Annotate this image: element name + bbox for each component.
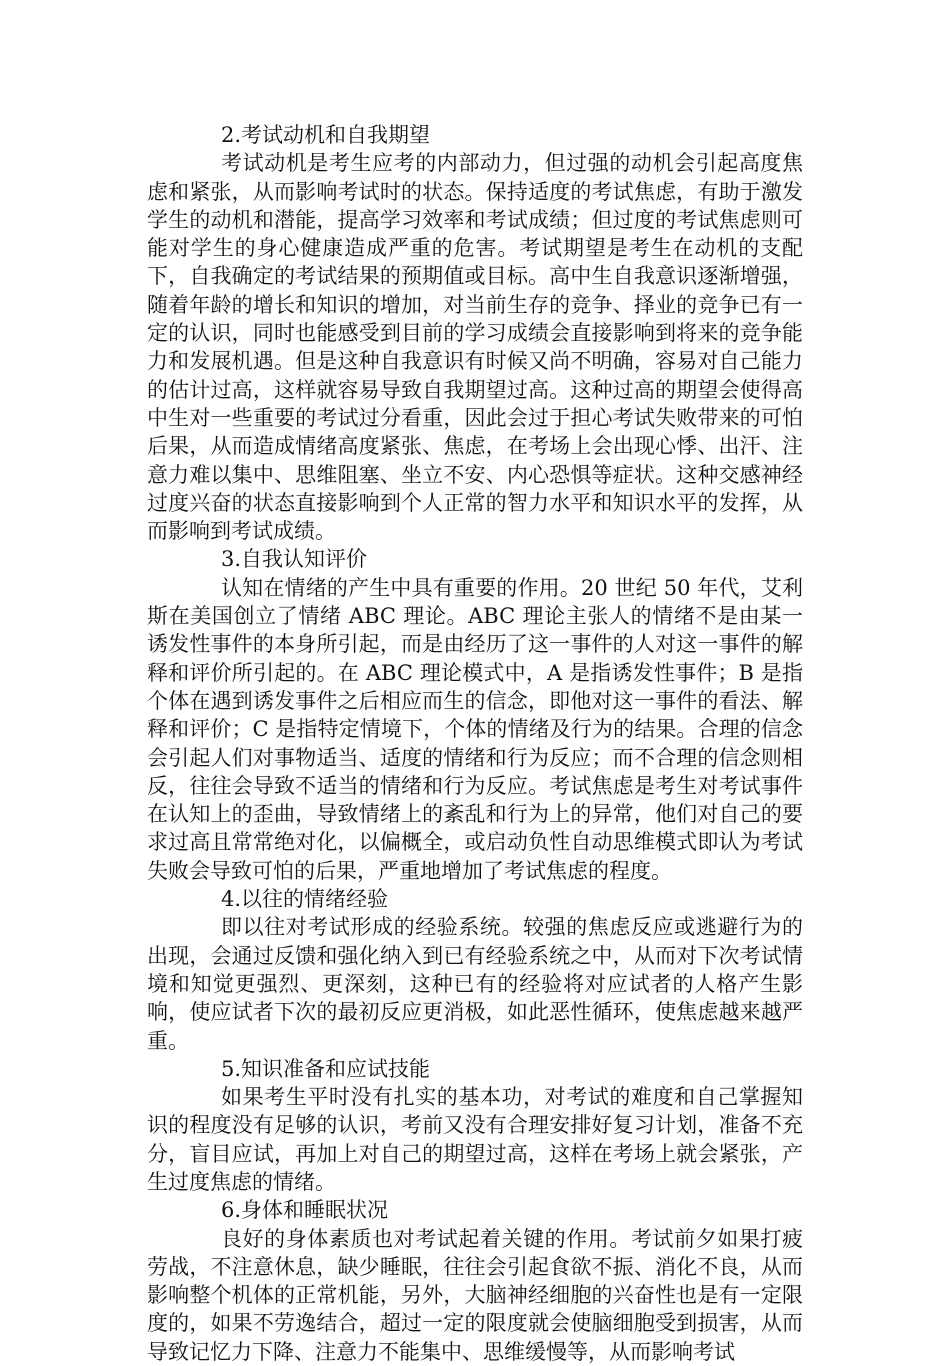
section-paragraph: 如果考生平时没有扎实的基本功，对考试的难度和自己掌握知识的程度没有足够的认识，考前又没有合理安排好复习计划，准备不充分，盲目应试，再加上对自己的期望过高，这样在考场上就会紧张，产生过度焦虑的情绪。	[147, 1085, 803, 1194]
section-self-cognition	[147, 545, 803, 885]
section-heading: 2.考试动机和自我期望	[221, 123, 431, 147]
section-past-experience	[147, 885, 803, 1055]
section-heading: 5.知识准备和应试技能	[221, 1056, 431, 1081]
document-body	[147, 121, 803, 1366]
section-heading: 6.身体和睡眠状况	[221, 1198, 389, 1223]
section-paragraph: 即以往对考试形成的经验系统。较强的焦虑反应或逃避行为的出现，会通过反馈和强化纳入到已有经验系统之中，从而对下次考试情境和知觉更强烈、更深刻，这种已有的经验将对应试者的人格产生影响，使应试者下次的最初反应更消极，如此恶性循环，使焦虑越来越严重。	[147, 915, 803, 1053]
section-heading: 4.以往的情绪经验	[221, 887, 389, 912]
section-paragraph: 认知在情绪的产生中具有重要的作用。20 世纪 50 年代，艾利斯在美国创立了情绪 ABC 理论。ABC 理论主张人的情绪不是由某一诱发性事件的本身所引起，而是由经历了这一事件的人对这一事件的解释和评价所引起的。在 ABC 理论模式中，A 是指诱发性事件；B 是指个体在遇到诱发事件之后相应而生的信念，即他对这一事件的看法、解释和评价；C 是指特定情境下，个体的情绪及行为的结果。合理的信念会引起人们对事物适当、适度的情绪和行为反应；而不合理的信念则相反，往往会导致不适当的情绪和行为反应。考试焦虑是考生对考试事件在认知上的歪曲，导致情绪上的紊乱和行为上的异常，他们对自己的要求过高且常常绝对化，以偏概全，或启动负性自动思维模式即认为考试失败会导致可怕的后果，严重地增加了考试焦虑的程度。	[147, 575, 803, 883]
section-heading: 3.自我认知评价	[221, 547, 368, 572]
section-paragraph: 良好的身体素质也对考试起着关键的作用。考试前夕如果打疲劳战，不注意休息，缺少睡眠，往往会引起食欲不振、消化不良，从而影响整个机体的正常机能，另外，大脑神经细胞的兴奋性也是有一定限度的，如果不劳逸结合，超过一定的限度就会使脑细胞受到损害，从而导致记忆力下降、注意力不能集中、思维缓慢等，从而影响考试	[147, 1226, 803, 1364]
section-knowledge-preparation	[147, 1055, 803, 1196]
section-exam-motivation	[147, 121, 803, 545]
section-paragraph: 考试动机是考生应考的内部动力，但过强的动机会引起高度焦虑和紧张，从而影响考试时的状态。保持适度的考试焦虑，有助于激发学生的动机和潜能，提高学习效率和考试成绩；但过度的考试焦虑则可能对学生的身心健康造成严重的危害。考试期望是考生在动机的支配下，自我确定的考试结果的预期值或目标。高中生自我意识逐渐增强，随着年龄的增长和知识的增加，对当前生存的竞争、择业的竞争已有一定的认识，同时也能感受到目前的学习成绩会直接影响到将来的竞争能力和发展机遇。但是这种自我意识有时候又尚不明确，容易对自己能力的估计过高，这样就容易导致自我期望过高。这种过高的期望会使得高中生对一些重要的考试过分看重，因此会过于担心考试失败带来的可怕后果，从而造成情绪高度紧张、焦虑，在考场上会出现心悸、出汗、注意力难以集中、思维阻塞、坐立不安、内心恐惧等症状。这种交感神经过度兴奋的状态直接影响到个人正常的智力水平和知识水平的发挥，从而影响到考试成绩。	[147, 151, 803, 544]
section-body-sleep	[147, 1196, 803, 1366]
